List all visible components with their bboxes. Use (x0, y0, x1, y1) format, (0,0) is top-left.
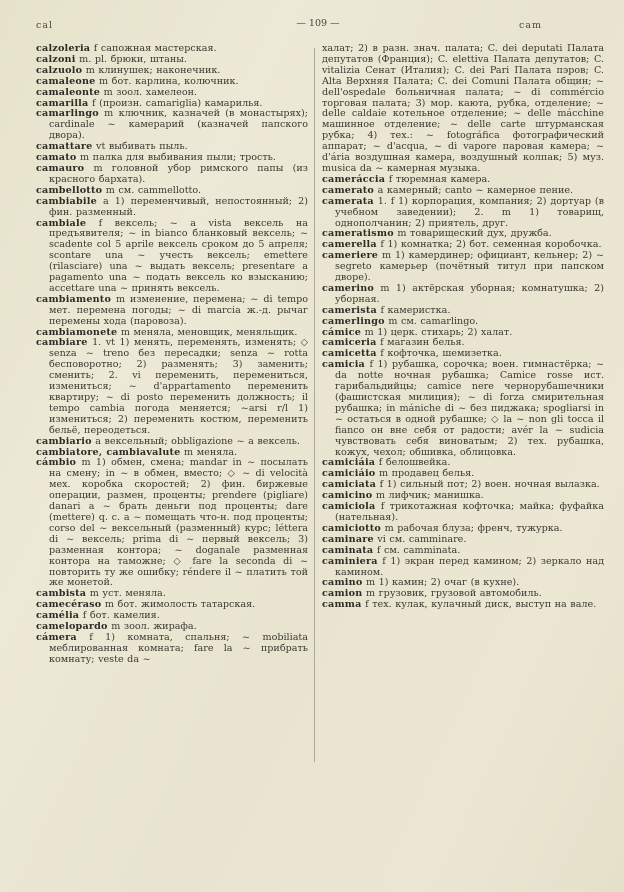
headword: cámbio (36, 457, 77, 469)
headword: cameratismo (322, 228, 394, 240)
headword: cambiare (36, 337, 88, 349)
dictionary-entry: cambiale f вексель; ~ a vista вексель на предъявителя; ~ in bianco бланковый вексель; ~ scadente col 5 aprile вексель сроком до 5 апреля; scontare una ~ учесть вексель; emettere (rilasciare) una ~ выдать вексель; presentare a pagamento una ~ подать вексель ко взысканию; accettare una ~ принять вексель. (36, 217, 308, 294)
headword: camauro (36, 162, 85, 174)
dictionary-entry: camerata 1. f 1) корпорация, компания; 2) дортуар (в учебном заведении); 2. m 1) товарищ, однополчанин; 2) приятель, друг. (322, 195, 604, 229)
dictionary-entry: camicetta f кофточка, шемизетка. (322, 348, 502, 360)
headword: camiciáio (322, 468, 376, 480)
headword: cambiamento (36, 293, 112, 305)
dictionary-entry: camauro m головной убор римского папы (из красного бархата). (36, 162, 308, 185)
headword: calzuolo (36, 64, 83, 76)
dictionary-entry: camattare vt выбивать пыль. (36, 141, 188, 153)
dictionary-entry: camerlingo m см. camarlingo. (322, 315, 479, 327)
dictionary-entry: cambista m уст. меняла. (36, 588, 166, 600)
dictionary-entry: calzuolo m клинушек; наконечник. (36, 64, 221, 76)
column-left (36, 44, 308, 832)
dictionary-entry: cambiario a вексельный; obbligazione ~ а вексель. (36, 435, 300, 447)
dictionary-entry: cameráccia f тюремная камера. (322, 173, 491, 185)
dictionary-entry: cameriere m 1) камердинер; официант, кельнер; 2) ~ segreto камерьер (почётный титул при папском дворе). (322, 250, 604, 284)
headword: camattare (36, 141, 93, 153)
headword: camiciata (322, 479, 377, 491)
headword: camicia (322, 359, 365, 371)
dictionary-entry: camiceria f магазин белья. (322, 337, 465, 349)
headword: cambiale (36, 217, 87, 229)
headword: camaleonte (36, 86, 101, 98)
headword: cambiario (36, 435, 92, 447)
guide-word-left: cal (36, 20, 54, 31)
headword: camicetta (322, 348, 377, 360)
headword: camerista (322, 304, 377, 316)
dictionary-entry: camma f тех. кулак, кулачный диск, выступ на вале. (322, 599, 597, 611)
dictionary-entry: camerista f камеристка. (322, 304, 451, 316)
dictionary-entry: camicia f 1) рубашка, сорочка; воен. гимнастёрка; ~ da notte ночная рубашка; Camice rosse ист. гарибальдийцы; camice nere чернорубашечники (фашистская милиция); ~ di forza смирительная рубашка; in mániche di ~ без пиджака; spogliarsi in ~ остаться в одной рубашке; ◇ la ~ non gli tocca il fianco он вне себя от радости; avér la ~ sudicia чувствовать себя виноватым; 2) тех. рубашка, кожух, чехол; обшивка, облицовка. (322, 359, 604, 458)
dictionary-entry: camelopardo m зоол. жирафа. (36, 621, 197, 633)
headword: cambista (36, 588, 87, 600)
dictionary-entry: cambiamonete m меняла, меновщик, меняльщик. (36, 326, 298, 338)
dictionary-entry: camaleonte m зоол. хамелеон. (36, 86, 198, 98)
headword: camma (322, 599, 362, 611)
dictionary-entry: camino m 1) камин; 2) очаг (в кухне). (322, 577, 520, 589)
headword: camiciáia (322, 457, 376, 469)
headword: cámera (36, 631, 77, 643)
dictionary-entry: camaleone m бот. карлина, колючник. (36, 75, 239, 87)
headword: camerlingo (322, 315, 385, 327)
dictionary-entry: camion m грузовик, грузовой автомобиль. (322, 588, 542, 600)
page-header (36, 20, 600, 34)
dictionary-entry: camarlingo m ключник, казначей (в монастырях); cardinale ~ камерарий (казначей папского двора). (36, 108, 308, 142)
headword: cameriere (322, 250, 379, 262)
column-right (322, 44, 604, 832)
dictionary-entry: camerato a камерный; canto ~ камерное пение. (322, 184, 574, 196)
dictionary-entry: camato m палка для выбивания пыли; трость. (36, 152, 276, 164)
headword: camino (322, 577, 363, 589)
headword: caminata (322, 544, 374, 556)
dictionary-entry: cambiabile a 1) переменчивый, непостоянный; 2) фин. разменный. (36, 195, 308, 218)
guide-word-right: cam (519, 20, 542, 31)
dictionary-entry: camerella f 1) комнатка; 2) бот. семенная коробочка. (322, 239, 602, 251)
headword: calzoleria (36, 44, 91, 54)
headword: camelopardo (36, 621, 108, 633)
headword: caminiera (322, 555, 378, 567)
page-number: — 109 — (296, 18, 340, 29)
headword: camerato (322, 184, 375, 196)
headword: camion (322, 588, 363, 600)
headword: camato (36, 152, 77, 164)
headword: camarilla (36, 97, 89, 109)
headword: camerata (322, 195, 374, 207)
dictionary-entry: cameratismo m товарищеский дух, дружба. (322, 228, 552, 240)
dictionary-entry: caminata f см. camminata. (322, 544, 461, 556)
dictionary-entry: cámera f 1) комната, спальня; ~ mobiliata меблированная комната; fare la ~ прибрать комнату; veste da ~ (36, 631, 308, 665)
column-divider (314, 48, 315, 762)
headword: camerella (322, 239, 377, 251)
headword: cambiabile (36, 195, 97, 207)
dictionary-entry: camarilla f (произн. camariglia) камарилья. (36, 97, 263, 109)
headword: camerino (322, 282, 374, 294)
headword: camaleone (36, 75, 96, 87)
headword: cameráccia (322, 173, 386, 185)
dictionary-entry: camiciola f трикотажная кофточка; майка; фуфайка (нательная). (322, 501, 604, 523)
headword: camarlingo (36, 108, 99, 120)
headword: camiciotto (322, 522, 382, 534)
headword: camiciola (322, 501, 376, 513)
dictionary-entry: cambiare 1. vt 1) менять, переменять, изменять; ◇ senza ~ treno без пересадки; senza ~ rotta бесповоротно; 2) разменять; 3) заменить; сменить; 2. vi переменить, перемениться, измениться; ~ d'appartamento переменить квартиру; ~ di posto переменить должность; il tempo cambia погода меняется; ~arsi r/l 1) измениться; 2) переменить костюм, переменить бельё, переодеться. (36, 337, 308, 436)
headword: calzoni (36, 53, 76, 65)
dictionary-entry: camecéraso m бот. жимолость татарская. (36, 599, 256, 611)
dictionary-entry: calzoni m. pl. брюки, штаны. (36, 53, 187, 65)
dictionary-entry: caminiera f 1) экран перед камином; 2) зеркало над камином. (322, 555, 604, 578)
dictionary-entry: cambiatore, cambiavalute m меняла. (36, 446, 238, 458)
headword: cambiatore, cambiavalute (36, 446, 181, 458)
text-columns (36, 44, 604, 832)
headword: cámice (322, 326, 361, 338)
dictionary-entry: cambiamento m изменение, перемена; ~ di tempo мет. перемена погоды; ~ di marcia ж.-д. рычаг перемены хода (паровоза). (36, 293, 308, 327)
dictionary-entry: cámice m 1) церк. стихарь; 2) халат. (322, 326, 513, 338)
headword: camecéraso (36, 599, 102, 611)
dictionary-entry: camicino m лифчик; манишка. (322, 490, 484, 502)
headword: caminare (322, 533, 374, 545)
dictionary-entry: camerino m 1) актёрская уборная; комнатушка; 2) уборная. (322, 282, 604, 305)
dictionary-entry: camiciata f 1) сильный пот; 2) воен. ночная вылазка. (322, 479, 600, 491)
headword: camicino (322, 490, 373, 502)
dictionary-entry: caminare vi см. camminare. (322, 533, 467, 545)
dictionary-entry: cambellotto m см. cammellotto. (36, 184, 202, 196)
headword: cambellotto (36, 184, 103, 196)
entry-continuation: халат; 2) в разн. знач. палата; C. dei deputati Палата депутатов (Франция); C. elettiva Палата депутатов; C. vitalizia Сенат (Италия); C. dei Pari Палата пэров; C. Alta Верхняя Палата; C. dei Comuni Палата общин; ~ dell'ospedale больничная палата; ~ di commércio торговая палата; 3) мор. каюта, рубка, отделение; ~ delle caldaie котельное отделение; ~ delle mácchine машинное отделение; ~ delle carte штурманская рубка; 4) тех.: ~ fotográfica фотографический аппарат; ~ d'acqua, ~ di vapore паровая камера; ~ d'ária воздушная камера, воздушный колпак; 5) муз. musica da ~ камерная музыка. (322, 44, 604, 174)
dictionary-entry: calzoleria f сапожная мастерская. (36, 44, 217, 54)
dictionary-entry: camiciáio m продавец белья. (322, 468, 475, 480)
headword: camélia (36, 610, 80, 622)
dictionary-entry: camiciáia f белошвейка. (322, 457, 451, 469)
headword: cambiamonete (36, 326, 118, 338)
dictionary-entry: camiciotto m рабочая блуза; френч, тужурка. (322, 522, 563, 534)
dictionary-entry: cámbio m 1) обмен, смена; mandar in ~ посылать на смену; in ~ в обмен, вместо; ◇ ~ di velocità мех. коробка скоростей; 2) фин. биржевые операции, размен, проценты; prendere (pigliare) danari a ~ брать деньги под проценты; dare (mettere) q. c. a ~ помещать что-н. под проценты; corso del ~ вексельный (разменный) курс; léttera di ~ вексель; prima di ~ первый вексель; 3) разменная контора; ~ doganale разменная контора на таможне; ◇ fare la seconda di ~ повторить ту же ошибку; réndere il ~ платить той же монетой. (36, 457, 308, 589)
headword: camiceria (322, 337, 377, 349)
dictionary-entry: camélia f бот. камелия. (36, 610, 160, 622)
